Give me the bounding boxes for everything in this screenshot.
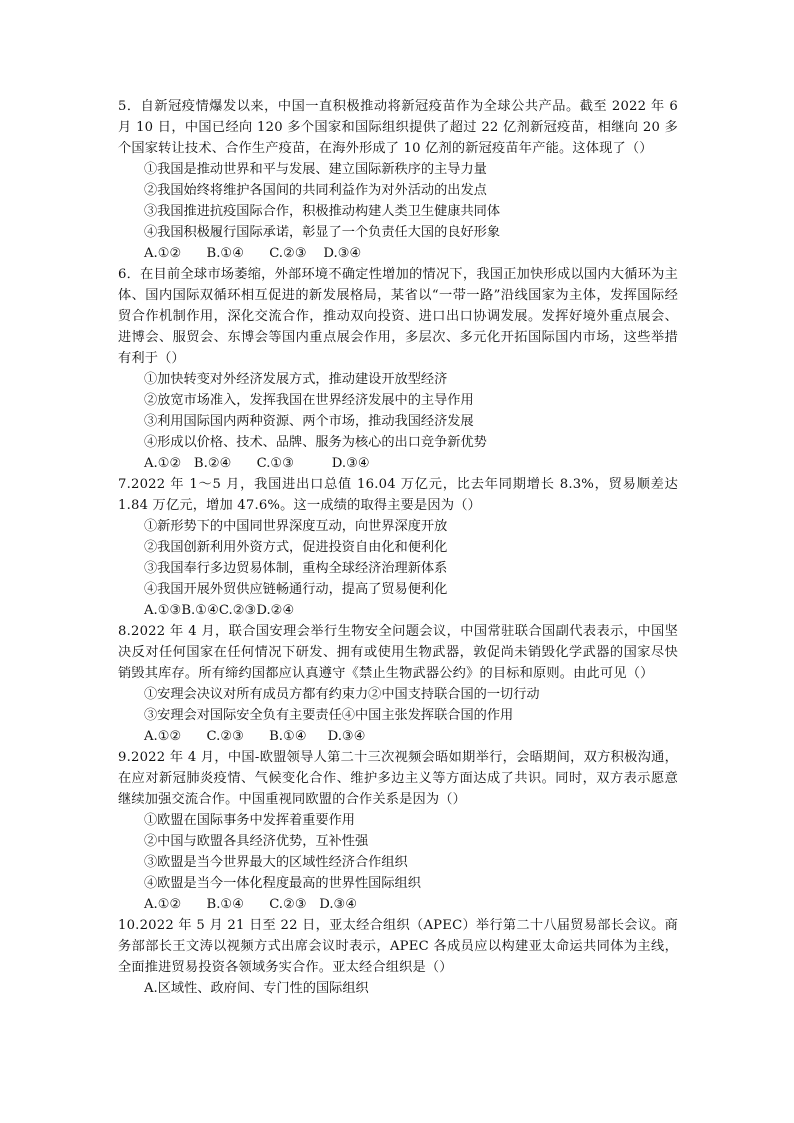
statement-option: ④我国开展外贸供应链畅通行动，提高了贸易便利化 xyxy=(144,582,448,597)
answer-choices: A.①② C.②③ B.①④ D.③④ xyxy=(144,729,366,744)
statement-option: ③安理会对国际安全负有主要责任④中国主张发挥联合国的作用 xyxy=(144,708,514,723)
statement-option: ④我国积极履行国际承诺，彰显了一个负责任大国的良好形象 xyxy=(144,225,501,240)
question-8 xyxy=(118,621,678,747)
statement-option: ①我国是推动世界和平与发展、建立国际新秩序的主导力量 xyxy=(144,162,487,177)
statement-option: ②我国始终将维护各国间的共同利益作为对外活动的出发点 xyxy=(144,183,487,198)
statement-option: ④形成以价格、技术、品牌、服务为核心的出口竞争新优势 xyxy=(144,435,487,450)
question-10 xyxy=(118,915,678,999)
question-7 xyxy=(118,474,678,621)
statement-option: ④欧盟是当今一体化程度最高的世界性国际组织 xyxy=(144,876,421,891)
statement-option: ③利用国际国内两种资源、两个市场，推动我国经济发展 xyxy=(144,414,474,429)
answer-choices: A.①③B.①④C.②③D.②④ xyxy=(144,603,295,618)
statement-option: ①欧盟在国际事务中发挥着重要作用 xyxy=(144,813,355,828)
question-stem: 10.2022 年 5 月 21 日至 22 日，亚太经合组织（APEC）举行第二十八届贸易部长会议。商务部部长王文涛以视频方式出席会议时表示，APEC 各成员应以构建亚太命运共同体为主线，全面推进贸易投资各领域务实合作。亚太经合组织是（） xyxy=(118,918,678,975)
statement-option: ③我国推进抗疫国际合作，积极推动构建人类卫生健康共同体 xyxy=(144,204,501,219)
statement-option: A.区域性、政府间、专门性的国际组织 xyxy=(144,981,369,996)
question-stem: 5．自新冠疫情爆发以来，中国一直积极推动将新冠疫苗作为全球公共产品。截至 2022 年 6 月 10 日，中国已经向 120 多个国家和国际组织提供了超过 22 亿剂新冠疫苗，相继向 20 多个国家转让技术、合作生产疫苗，在海外形成了 10 亿剂的新冠疫苗年产能。这体现了（） xyxy=(118,99,678,156)
question-6 xyxy=(118,264,678,474)
statement-option: ①安理会决议对所有成员方都有约束力②中国支持联合国的一切行动 xyxy=(144,687,540,702)
statement-option: ①新形势下的中国同世界深度互动，向世界深度开放 xyxy=(144,519,448,534)
question-stem: 6．在目前全球市场萎缩，外部环境不确定性增加的情况下，我国正加快形成以国内大循环为主体、国内国际双循环相互促进的新发展格局，某省以“一带一路”沿线国家为主体，发挥国际经贸合作机制作用，深化交流合作，推动双向投资、进口出口协调发展。发挥好境外重点展会、进博会、服贸会、东博会等国内重点展会作用，多层次、多元化开拓国际国内市场，这些举措有利于（） xyxy=(118,267,678,366)
statement-option: ③我国奉行多边贸易体制，重构全球经济治理新体系 xyxy=(144,561,448,576)
question-list xyxy=(118,96,678,999)
question-stem: 7.2022 年 1～5 月，我国进出口总值 16.04 万亿元，比去年同期增长 8.3%，贸易顺差达 1.84 万亿元，增加 47.6%。这一成绩的取得主要是因为（） xyxy=(118,477,678,513)
answer-choices: A.①② B.①④ C.②③ D.③④ xyxy=(144,246,362,261)
question-5 xyxy=(118,96,678,264)
statement-option: ①加快转变对外经济发展方式，推动建设开放型经济 xyxy=(144,372,448,387)
statement-option: ③欧盟是当今世界最大的区域性经济合作组织 xyxy=(144,855,408,870)
answer-choices: A.①② B.②④ C.①③ D.③④ xyxy=(144,456,370,471)
statement-option: ②中国与欧盟各具经济优势，互补性强 xyxy=(144,834,369,849)
question-stem: 9.2022 年 4 月，中国-欧盟领导人第二十三次视频会晤如期举行，会晤期间，双方积极沟通，在应对新冠肺炎疫情、气候变化合作、维护多边主义等方面达成了共识。同时，双方表示愿意继续加强交流合作。中国重视同欧盟的合作关系是因为（） xyxy=(118,750,678,807)
statement-option: ②我国创新利用外资方式，促进投资自由化和便利化 xyxy=(144,540,448,555)
question-9 xyxy=(118,747,678,915)
answer-choices: A.①② B.①④ C.②③ D.③④ xyxy=(144,897,358,912)
statement-option: ②放宽市场准入，发挥我国在世界经济发展中的主导作用 xyxy=(144,393,474,408)
question-stem: 8.2022 年 4 月，联合国安理会举行生物安全问题会议，中国常驻联合国副代表表示，中国坚决反对任何国家在任何情况下研发、拥有或使用生物武器，敦促尚未销毁化学武器的国家尽快销毁其库存。所有缔约国都应认真遵守《禁止生物武器公约》的目标和原则。由此可见（） xyxy=(118,624,678,681)
